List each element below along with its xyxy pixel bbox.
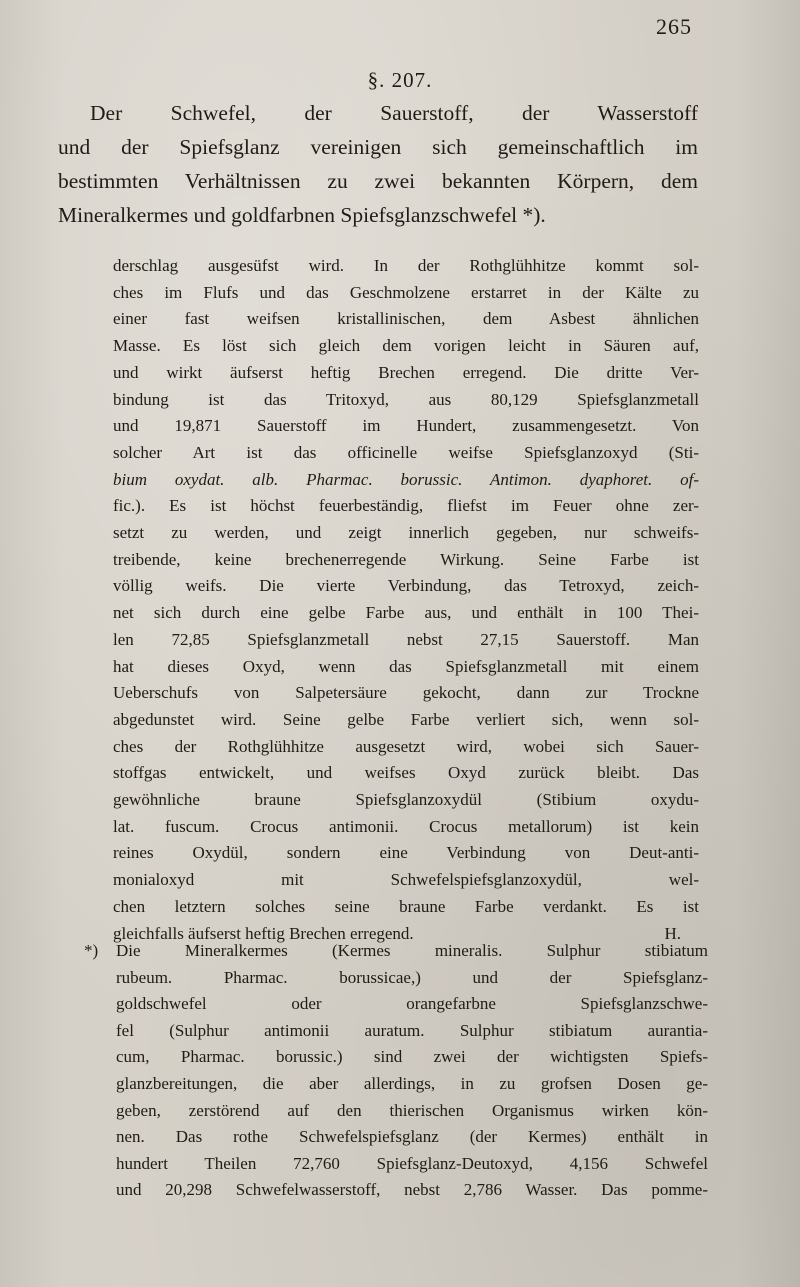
- body-line: gleichfalls äufserst heftig Brechen erregend.: [113, 923, 414, 943]
- body-line: setzt zu werden, und zeigt innerlich gegeben, nur schweifs-: [113, 523, 699, 543]
- body-line: reines Oxydül, sondern eine Verbindung von Deut-anti-: [113, 843, 699, 863]
- footnote-line: geben, zerstörend auf den thierischen Organismus wirken kön-: [116, 1100, 708, 1120]
- body-line: abgedunstet wird. Seine gelbe Farbe verliert sich, wenn sol-: [113, 709, 699, 729]
- body-line: chen letztern solches seine braune Farbe verdankt. Es ist: [113, 896, 699, 916]
- footnote-line: goldschwefel oder orangefarbne Spiefsglanzschwe-: [116, 994, 708, 1014]
- body-line: bium oxydat. alb. Pharmac. borussic. Antimon. dyaphoret. of-: [113, 469, 699, 489]
- body-line: solcher Art ist das officinelle weifse Spiefsglanzoxyd (Sti-: [113, 442, 699, 462]
- footnote-first-line: [84, 938, 708, 965]
- footnote-line: cum, Pharmac. borussic.) sind zwei der wichtigsten Spiefs-: [116, 1047, 708, 1067]
- page-number: 265: [656, 14, 692, 39]
- body-line: len 72,85 Spiefsglanzmetall nebst 27,15 Sauerstoff. Man: [113, 629, 699, 649]
- author-signature: H.: [664, 923, 681, 943]
- footnote-line: rubeum. Pharmac. borussicae,) und der Spiefsglanz-: [116, 967, 708, 987]
- body-line: ches im Flufs und das Geschmolzene erstarret in der Kälte zu: [113, 282, 699, 302]
- footnote: [84, 938, 708, 1204]
- section-number: §. 207.: [367, 68, 433, 92]
- footnote-marker: *): [84, 941, 99, 960]
- body-line: gewöhnliche braune Spiefsglanzoxydül (Stibium oxydu-: [113, 790, 699, 810]
- heading-line: Mineralkermes und goldfarbnen Spiefsglanzschwefel *).: [58, 203, 546, 227]
- body-line: und wirkt äufserst heftig Brechen erregend. Die dritte Ver-: [113, 362, 699, 382]
- footnote-line: fel (Sulphur antimonii auratum. Sulphur stibiatum aurantia-: [116, 1020, 708, 1040]
- heading-line: und der Spiefsglanz vereinigen sich gemeinschaftlich im: [58, 135, 698, 159]
- footnote-line: Die Mineralkermes (Kermes mineralis. Sulphur stibiatum: [116, 941, 708, 960]
- body-line: ches der Rothglühhitze ausgesetzt wird, wobei sich Sauer-: [113, 736, 699, 756]
- footnote-line: nen. Das rothe Schwefelspiefsglanz (der Kermes) enthält in: [116, 1127, 708, 1147]
- body-line: hat dieses Oxyd, wenn das Spiefsglanzmetall mit einem: [113, 656, 699, 676]
- body-line: stoffgas entwickelt, und weifses Oxyd zurück bleibt. Das: [113, 763, 699, 783]
- body-paragraph: [113, 253, 699, 947]
- footnote-line: und 20,298 Schwefelwasserstoff, nebst 2,786 Wasser. Das pomme-: [116, 1180, 708, 1200]
- body-line: Ueberschufs von Salpetersäure gekocht, dann zur Trockne: [113, 683, 699, 703]
- section-heading: [58, 96, 698, 232]
- body-line: fic.). Es ist höchst feuerbeständig, fliefst im Feuer ohne zer-: [113, 496, 699, 516]
- body-line: und 19,871 Sauerstoff im Hundert, zusammengesetzt. Von: [113, 416, 699, 436]
- body-line: lat. fuscum. Crocus antimonii. Crocus metallorum) ist kein: [113, 816, 699, 836]
- heading-line: Der Schwefel, der Sauerstoff, der Wasserstoff: [90, 101, 698, 125]
- body-line: monialoxyd mit Schwefelspiefsglanzoxydül, wel-: [113, 870, 699, 890]
- body-line: treibende, keine brechenerregende Wirkung. Seine Farbe ist: [113, 549, 699, 569]
- body-line: net sich durch eine gelbe Farbe aus, und enthält in 100 Thei-: [113, 603, 699, 623]
- body-line: Masse. Es löst sich gleich dem vorigen leicht in Säuren auf,: [113, 336, 699, 356]
- body-line: einer fast weifsen kristallinischen, dem Asbest ähnlichen: [113, 309, 699, 329]
- footnote-line: hundert Theilen 72,760 Spiefsglanz-Deutoxyd, 4,156 Schwefel: [116, 1153, 708, 1173]
- body-line: bindung ist das Tritoxyd, aus 80,129 Spiefsglanzmetall: [113, 389, 699, 409]
- footnote-line: glanzbereitungen, die aber allerdings, in zu grofsen Dosen ge-: [116, 1073, 708, 1093]
- body-line: völlig weifs. Die vierte Verbindung, das Tetroxyd, zeich-: [113, 576, 699, 596]
- heading-line: bestimmten Verhältnissen zu zwei bekannten Körpern, dem: [58, 169, 698, 193]
- body-line: derschlag ausgesüfst wird. In der Rothglühhitze kommt sol-: [113, 256, 699, 275]
